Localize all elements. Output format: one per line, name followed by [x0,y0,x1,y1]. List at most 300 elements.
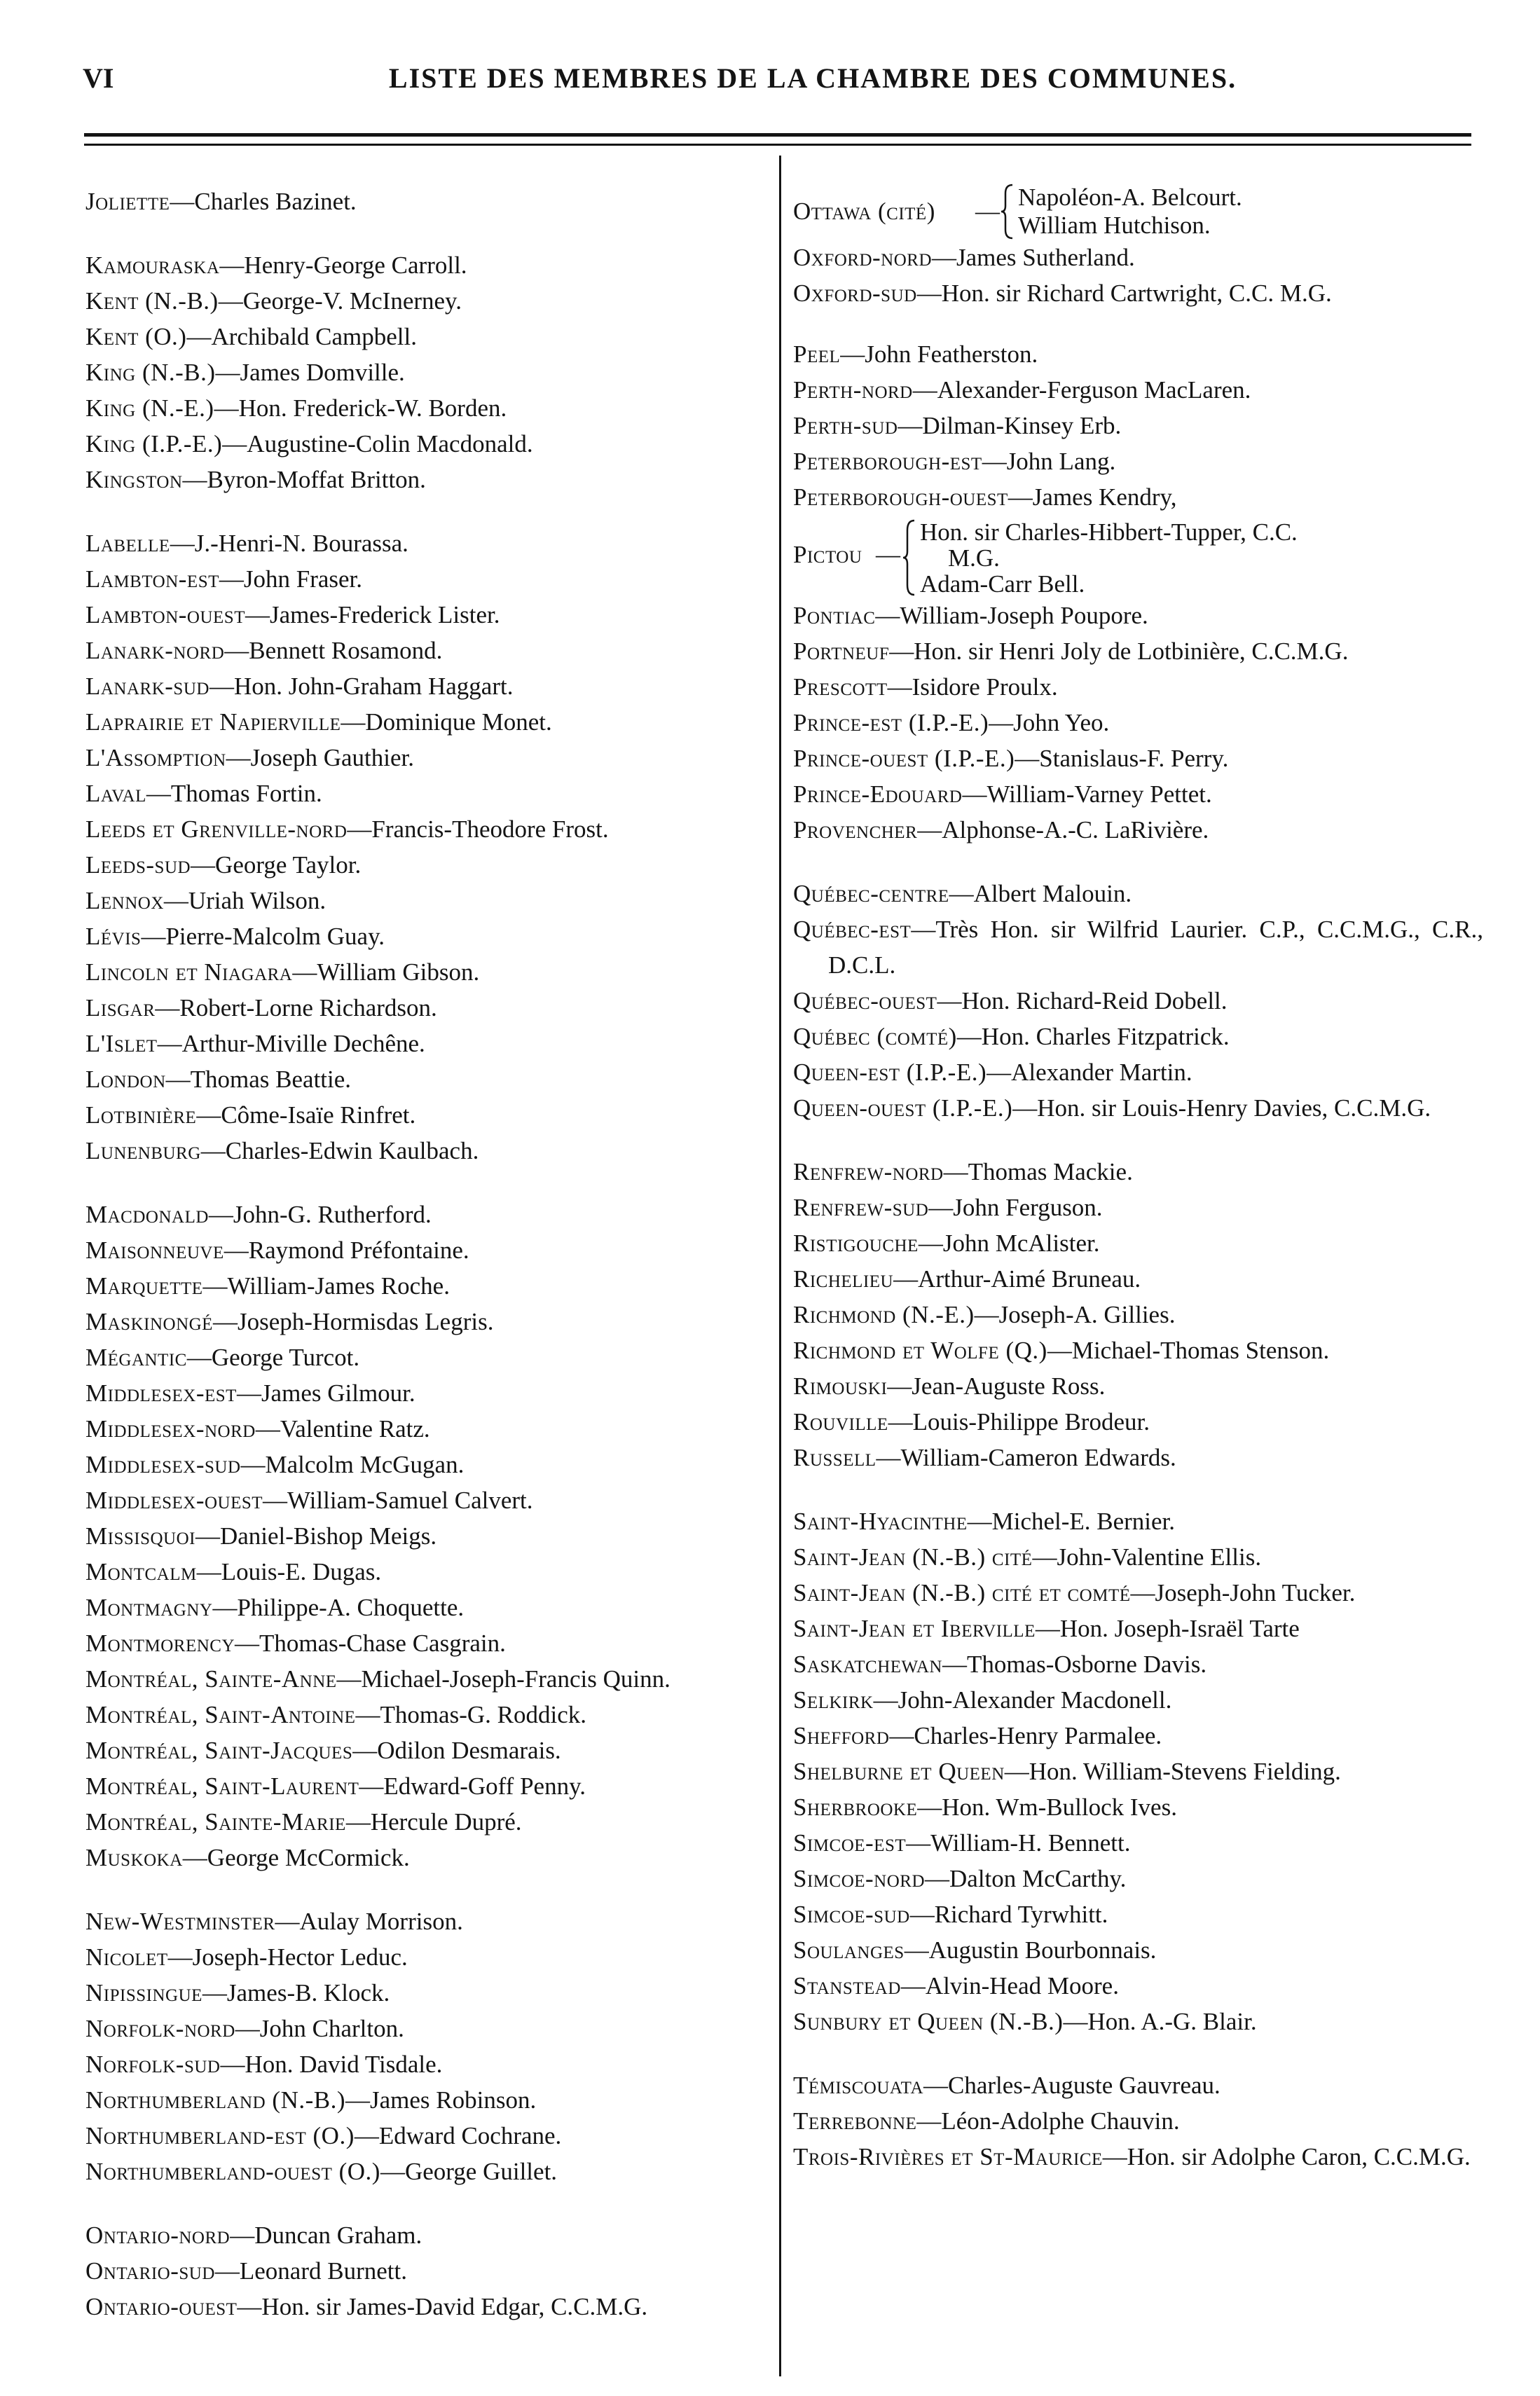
dash: — [917,1793,942,1821]
member-name: James Sutherland. [956,244,1135,271]
member-name: William-James Roche. [227,1272,450,1300]
district-name: Kamouraska [85,252,220,279]
dash: — [155,994,180,1021]
dash: — [209,673,234,700]
district-name: Simcoe-est [793,1829,907,1857]
member-entry [85,2118,772,2154]
member-entry [793,911,1483,983]
district-name: Northumberland-ouest (O.) [85,2158,380,2185]
member-entry [793,1154,1483,1190]
dash: — [214,394,239,422]
district-name: L'Assomption [85,744,226,771]
member-name: Archibald Campbell. [211,323,418,350]
district-name: Simcoe-nord [793,1865,926,1892]
district-name: Perth-nord [793,376,913,404]
member-entry [793,2103,1483,2139]
dash: — [888,1408,913,1435]
dash: — [911,916,936,943]
member-name: Michel-E. Bernier. [991,1508,1176,1535]
district-name: Richmond (N.-E.) [793,1301,975,1328]
member-name: Hon. sir James-David Edgar, C.C.M.G. [261,2293,648,2320]
dash: — [182,1844,207,1871]
district-name: Témiscouata [793,2072,923,2099]
member-entry [793,1754,1483,1789]
member-entry [793,1682,1483,1718]
district-name: Ontario-sud [85,2257,215,2285]
member-entry [85,2082,772,2118]
dash: — [263,1487,288,1514]
member-entry [85,1733,772,1768]
member-entry [793,2004,1483,2039]
member-name: John McAlister. [942,1230,1100,1257]
member-name: George Taylor. [215,851,362,879]
member-entry [85,1411,772,1447]
dash: — [235,2015,260,2042]
dash: — [157,1030,182,1057]
member-names [920,519,1298,597]
district-name: Middlesex-est [85,1379,237,1407]
district-name: Richmond et Wolfe (Q.) [793,1337,1047,1364]
district-name: London [85,1066,166,1093]
district-name: Rouville [793,1408,888,1435]
member-names [1018,184,1242,240]
right-column [793,184,1483,2203]
district-name: Northumberland-est (O.) [85,2122,355,2149]
member-name: James Gilmour. [261,1379,415,1407]
dash: — [186,1344,212,1371]
member-name: Francis-Theodore Frost. [371,815,609,843]
member-name: Robert-Lorne Richardson. [179,994,437,1021]
district-name: New-Westminster [85,1908,275,1935]
dash: — [235,1630,260,1657]
page-title: LISTE DES MEMBRES DE LA CHAMBRE DES COMMUNES. [388,62,1237,94]
district-name: Lambton-ouest [85,601,245,628]
dash: — [222,430,247,457]
dash: — [889,638,914,665]
dash: — [1004,1758,1029,1785]
member-name: John Ferguson. [953,1194,1103,1221]
member-name: Adam-Carr Bell. [920,570,1085,598]
member-entry [85,1026,772,1061]
member-entry [793,1611,1483,1646]
member-name: Alexander Martin. [1011,1059,1192,1086]
member-entry [85,1197,772,1232]
member-entry [85,918,772,954]
member-entry [85,1375,772,1411]
member-entry [793,1225,1483,1261]
member-name: James-B. Klock. [226,1979,390,2006]
district-name: Peel [793,340,841,368]
dash: — [218,287,243,315]
district-name: Saskatchewan [793,1651,942,1678]
dash: — [1008,483,1033,511]
member-name: Hon. Richard-Reid Dobell. [961,987,1228,1014]
member-name: William-Cameron Edwards. [900,1444,1176,1471]
dash: — [875,602,900,629]
member-name: M.G. [948,544,1000,572]
dash: — [943,1158,968,1185]
member-entry [793,776,1483,812]
dash: — [932,244,957,271]
member-name: Hon. sir Richard Cartwright, C.C. M.G. [941,280,1332,307]
member-list [793,240,1483,311]
dash: — [918,1230,943,1257]
member-group [793,336,1483,848]
member-entry [793,1440,1483,1475]
district-name: Shelburne et Queen [793,1758,1005,1785]
dash: — [949,880,974,907]
member-entry [85,247,772,283]
member-name: Hon. Charles Fitzpatrick. [981,1023,1230,1050]
district-name: Marquette [85,1272,203,1300]
member-name: Odilon Desmarais. [377,1737,561,1764]
member-name: Thomas Beattie. [190,1066,352,1093]
member-entry [793,1861,1483,1896]
member-name: Hon. sir Adolphe Caron, C.C.M.G. [1127,2143,1471,2170]
district-name: Saint-Jean (N.-B.) cité [793,1543,1033,1571]
member-entry [85,426,772,462]
dash: — [163,887,188,914]
district-name: Laval [85,780,146,807]
district-name: Middlesex-ouest [85,1487,263,1514]
district-name: Ontario-nord [85,2222,231,2249]
member-group [85,184,772,219]
district-name: Sherbrooke [793,1793,918,1821]
member-entry [85,462,772,497]
member-name: Augustin Bourbonnais. [928,1936,1157,1964]
member-name: William Gibson. [317,958,480,986]
member-entry [793,633,1483,669]
member-name: Isidore Proulx. [912,673,1058,701]
member-name: James Robinson. [370,2086,537,2114]
member-name: Byron-Moffat Britton. [207,466,426,493]
district-name: Saint-Hyacinthe [793,1508,968,1535]
member-entry [793,1825,1483,1861]
district-name: Prince-Edouard [793,780,963,808]
member-entry [85,390,772,426]
member-name: Joseph-Hormisdas Legris. [237,1308,494,1335]
member-entry [793,1190,1483,1225]
member-entry [793,983,1483,1019]
member-entry [85,1061,772,1097]
member-entry [85,740,772,776]
dash: — [255,1415,280,1443]
dash: — [224,1237,249,1264]
district-name: Québec-centre [793,880,949,907]
dash: — [1035,1615,1060,1642]
member-name: Hon. A.-G. Blair. [1087,2008,1257,2035]
member-name: George McCormick. [207,1844,410,1871]
dash: — [170,530,195,557]
member-entry [85,2289,772,2325]
district-name: Northumberland (N.-B.) [85,2086,346,2114]
district-name: Lennox [85,887,164,914]
dash: — [219,252,245,279]
bracketed-entry-pictou [793,519,1483,598]
member-name: Duncan Graham. [254,2222,422,2249]
member-entry [793,1539,1483,1575]
district-name: Lincoln et Niagara [85,958,293,986]
dash: — [195,1522,220,1550]
dash: — [292,958,317,986]
district-name: Sunbury et Queen (N.-B.) [793,2008,1064,2035]
member-group [793,2067,1483,2175]
member-entry [793,1404,1483,1440]
dash: — [224,637,249,664]
member-name: Joseph-Hector Leduc. [192,1943,408,1971]
member-name: Uriah Wilson. [188,887,326,914]
member-entry [793,443,1483,479]
dash: — [916,2107,942,2135]
brace-icon [902,519,916,596]
dash: — [986,1059,1012,1086]
member-entry [793,1503,1483,1539]
member-entry [793,1968,1483,2004]
dash: — [355,1701,380,1728]
member-group [793,876,1483,1126]
dash: — [165,1066,191,1093]
district-name: Kent (N.-B.) [85,287,219,315]
bracketed-entry-ottawa [793,184,1483,240]
district-name: Oxford-nord [793,244,933,271]
member-entry [85,2217,772,2253]
dash: — [380,2158,405,2185]
member-name: Hon. sir Charles-Hibbert-Tupper, C.C. [920,518,1298,546]
member-entry [793,1368,1483,1404]
district-name: Soulanges [793,1936,905,1964]
dash: — [208,1201,233,1228]
district-name: Montmorency [85,1630,235,1657]
page-header [49,62,1492,104]
member-entry [793,1297,1483,1333]
member-entry [85,1340,772,1375]
member-name: Hon. William-Stevens Fielding. [1029,1758,1341,1785]
member-group [85,247,772,497]
dash: — [956,1023,982,1050]
member-name: Hon. Joseph-Israël Tarte [1059,1615,1300,1642]
member-entry [85,704,772,740]
member-entry [85,1625,772,1661]
dash: — [942,1651,967,1678]
member-name: Alexander-Ferguson MacLaren. [937,376,1251,404]
dash: — [909,1901,935,1928]
member-group [85,2217,772,2325]
member-entry [85,283,772,319]
district-name: Lévis [85,923,142,950]
member-name: Louis-Philippe Brodeur. [912,1408,1150,1435]
member-name: Très Hon. sir Wilfrid Laurier. C.P., C.C.M.G., C.R., D.C.L. [828,916,1483,979]
member-name: John Fraser. [243,565,363,593]
member-entry [793,1718,1483,1754]
member-entry [85,1975,772,2011]
member-entry [85,1804,772,1840]
member-entry [85,1554,772,1590]
member-entry [85,1697,772,1733]
district-name: Québec-est [793,916,912,943]
member-name: Daniel-Bishop Meigs. [219,1522,437,1550]
member-entry [793,275,1483,311]
member-name: Alphonse-A.-C. LaRivière. [942,816,1209,844]
district-name: Selkirk [793,1686,874,1714]
district-name: Terrebonne [793,2107,917,2135]
member-name: Raymond Préfontaine. [248,1237,469,1264]
member-entry [793,1090,1483,1126]
member-name: Arthur-Aimé Bruneau. [918,1265,1141,1293]
member-name: Valentine Ratz. [280,1415,430,1443]
dash: — [1015,745,1040,772]
member-name: Napoléon-A. Belcourt. [1018,184,1242,211]
member-entry [85,2046,772,2082]
member-group [793,184,1483,311]
member-list [793,336,1483,515]
district-name: Muskoka [85,1844,183,1871]
member-list [793,598,1483,848]
member-entry [85,184,772,219]
member-entry [85,354,772,390]
district-name: Ottawa (cité) [793,198,935,225]
dash: — [146,780,171,807]
district-name: Richelieu [793,1265,894,1293]
dash: — [345,2086,371,2114]
brace-icon [1000,184,1014,240]
dash: — [989,709,1014,736]
member-name: John-G. Rutherford. [233,1201,432,1228]
district-name: Lanark-sud [85,673,209,700]
left-column [85,184,772,2353]
district-name: Norfolk-nord [85,2015,235,2042]
member-name: Joseph-John Tucker. [1155,1579,1356,1606]
member-entry [85,1903,772,1939]
district-name: King (I.P.-E.) [85,430,223,457]
header-rule-thin [84,144,1471,146]
district-name: Laprairie et Napierville [85,708,341,736]
dash: — [906,1829,931,1857]
member-name: Hon. Wm-Bullock Ives. [942,1793,1177,1821]
dash: — [196,1558,221,1585]
dash: — [167,1943,193,1971]
district-name: Leeds et Grenville-nord [85,815,348,843]
district-name: Ontario-ouest [85,2293,238,2320]
member-name: Malcolm McGugan. [265,1451,465,1478]
district-name: Prince-ouest (I.P.-E.) [793,745,1015,772]
member-name: James Kendry, [1032,483,1177,511]
member-entry [793,1054,1483,1090]
dash: — [212,1594,238,1621]
district-name: Montréal, Saint-Laurent [85,1772,359,1800]
member-name: Leonard Burnett. [239,2257,407,2285]
page-number: VI [83,62,114,94]
member-name: Charles-Edwin Kaulbach. [225,1137,479,1164]
dash: — [928,1194,954,1221]
column-divider [779,156,781,2376]
member-entry [85,1232,772,1268]
dash: — [202,1272,228,1300]
district-name: Prescott [793,673,888,701]
dash: — [237,2293,262,2320]
member-entry [793,1789,1483,1825]
district-name: Maisonneuve [85,1237,224,1264]
district-name: Rimouski [793,1372,888,1400]
district-name: Maskinongé [85,1308,213,1335]
member-entry [85,847,772,883]
dash: — [1063,2008,1088,2035]
member-name: Thomas Fortin. [170,780,322,807]
district-name: King (N.-B.) [85,359,216,386]
dash: — [196,1101,221,1129]
district-name: Lanark-nord [85,637,225,664]
member-name: George-V. McInerney. [242,287,462,315]
member-entry [85,525,772,561]
dash: — [202,1979,227,2006]
district-name: Kent (O.) [85,323,187,350]
member-name: George Guillet. [404,2158,558,2185]
member-name: Hon. sir Henri Joly de Lotbinière, C.C.M.G. [914,638,1349,665]
district-name: Lotbinière [85,1101,197,1129]
dash: — [200,1137,226,1164]
member-name: Léon-Adolphe Chauvin. [941,2107,1180,2135]
district-name: Montmagny [85,1594,213,1621]
member-entry [793,669,1483,705]
member-entry [85,1304,772,1340]
dash: — [898,412,923,439]
member-entry [85,1840,772,1875]
member-groups [793,876,1483,2175]
district-name: Provencher [793,816,918,844]
member-name: William-Joseph Poupore. [900,602,1148,629]
dash: — [345,1808,371,1836]
member-name: Dilman-Kinsey Erb. [922,412,1122,439]
dash: — [1047,1337,1072,1364]
dash: — [182,466,207,493]
member-entry [85,2154,772,2189]
dash: — [347,815,372,843]
member-group [793,1154,1483,1475]
member-name: John Yeo. [1013,709,1110,736]
member-entry [793,408,1483,443]
member-name: Hon. John-Graham Haggart. [233,673,514,700]
member-entry [85,1939,772,1975]
member-entry [85,1482,772,1518]
member-entry [85,883,772,918]
dash: — [220,2051,245,2078]
dash: — [876,1444,901,1471]
member-entry [85,2253,772,2289]
district-name: Peterborough-ouest [793,483,1008,511]
header-rule-thick [84,133,1471,137]
member-entry [85,1661,772,1697]
district-name: Leeds-sud [85,851,191,879]
member-entry [793,705,1483,741]
member-group [793,1503,1483,2039]
dash: — [1032,1543,1057,1571]
member-entry [793,479,1483,515]
member-name: Aulay Morrison. [299,1908,463,1935]
dash: — [1102,2143,1127,2170]
district-name: Montréal, Sainte-Marie [85,1808,346,1836]
member-entry [85,1518,772,1554]
district-name: Queen-est (I.P.-E.) [793,1059,987,1086]
member-name: Louis-E. Dugas. [221,1558,382,1585]
member-entry [793,741,1483,776]
member-name: William Hutchison. [1018,212,1211,239]
member-entry [793,1261,1483,1297]
member-entry [85,776,772,811]
member-name: Thomas Mackie. [968,1158,1133,1185]
member-entry [793,240,1483,275]
member-entry [85,561,772,597]
district-name: Montcalm [85,1558,197,1585]
member-name: Charles-Auguste Gauvreau. [948,2072,1221,2099]
